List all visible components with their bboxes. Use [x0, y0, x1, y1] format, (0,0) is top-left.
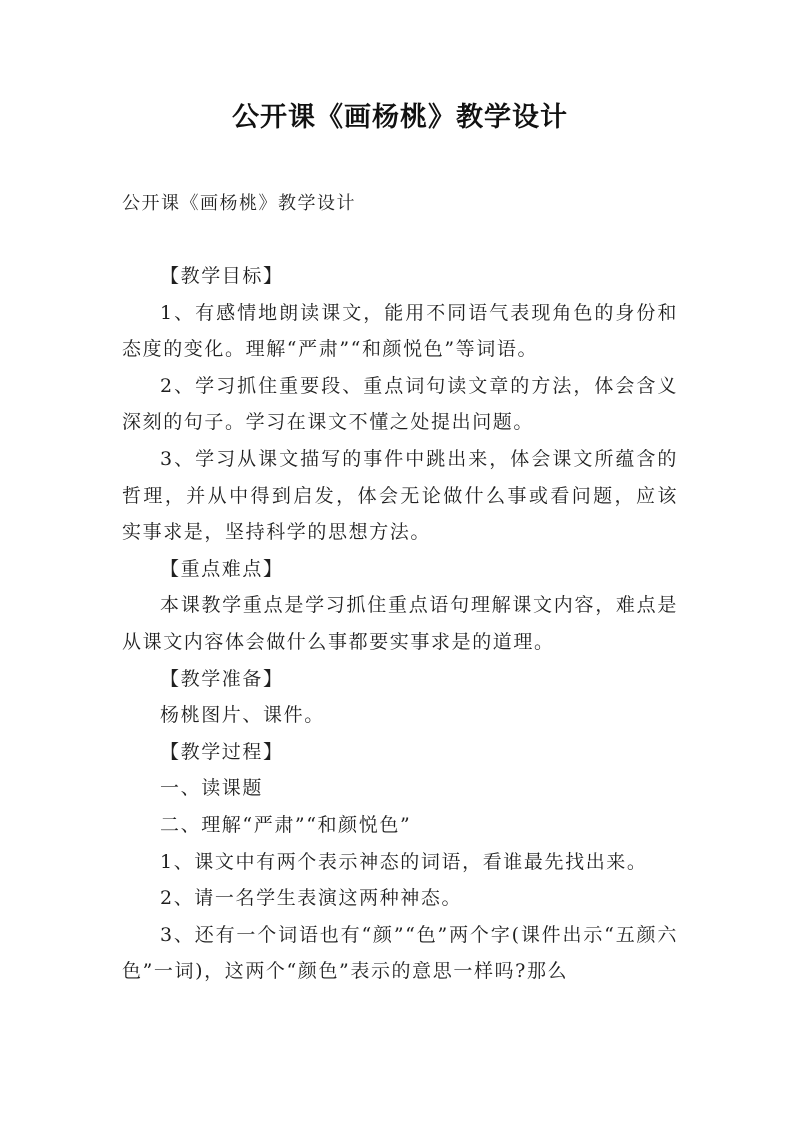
section-heading-key-points: 【重点难点】	[160, 557, 284, 580]
process-step-1: 一、读课题	[160, 777, 264, 800]
document-title: 公开课《画杨桃》教学设计	[232, 102, 568, 133]
objective-1: 1、有感情地朗读课文，能用不同语气表现角色的身份和态度的变化。理解“严肃”“和颜悦色”等词语。	[122, 301, 678, 361]
preparation-text: 杨桃图片、课件。	[160, 704, 325, 727]
section-heading-objectives: 【教学目标】	[160, 265, 284, 287]
process-item-3: 3、还有一个词语也有“颜”“色”两个字(课件出示“五颜六色”一词)，这两个“颜色”表示的意思一样吗?那么	[122, 923, 678, 983]
objective-2: 2、学习抓住重要段、重点词句读文章的方法，体会含义深刻的句子。学习在课文不懂之处提出问题。	[122, 374, 678, 434]
objective-3: 3、学习从课文描写的事件中跳出来，体会课文所蕴含的哲理，并从中得到启发，体会无论做什么事或看问题，应该实事求是，坚持科学的思想方法。	[122, 447, 678, 544]
section-heading-preparation: 【教学准备】	[160, 667, 284, 690]
process-step-2: 二、理解“严肃”“和颜悦色”	[160, 813, 412, 836]
key-points-text: 本课教学重点是学习抓住重点语句理解课文内容，难点是从课文内容体会做什么事都要实事求是的道理。	[122, 594, 678, 653]
document-body	[122, 258, 678, 990]
process-item-1: 1、课文中有两个表示神态的词语，看谁最先找出来。	[160, 850, 648, 873]
document-subtitle: 公开课《画杨桃》教学设计	[122, 193, 356, 214]
process-item-2: 2、请一名学生表演这两种神态。	[160, 887, 463, 910]
section-heading-process: 【教学过程】	[160, 740, 284, 763]
